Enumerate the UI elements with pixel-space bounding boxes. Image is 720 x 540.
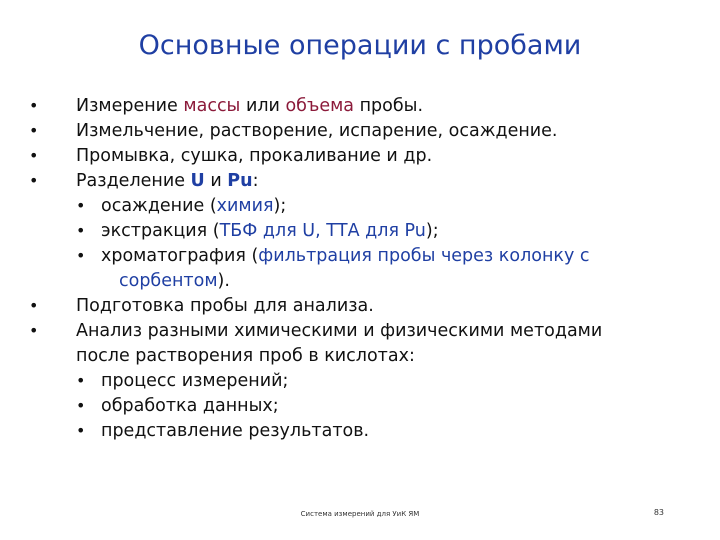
item-text: осаждение ( <box>101 196 217 216</box>
bullet-marker: • <box>29 171 39 190</box>
item-text: ); <box>425 221 439 241</box>
sub-list-item: обработка данных; <box>101 396 279 416</box>
list-item <box>76 169 258 193</box>
list-item: Промывка, сушка, прокаливание и др. <box>76 146 433 166</box>
bullet-marker: • <box>29 321 39 340</box>
highlight-uranium: U <box>190 171 205 191</box>
highlight-mass: массы <box>183 96 241 116</box>
item-text: экстракция ( <box>101 221 220 241</box>
sub-bullet-marker: • <box>76 196 86 215</box>
sub-bullet-marker: • <box>76 421 86 440</box>
sub-list-item <box>101 244 590 268</box>
item-text: хроматография ( <box>101 246 259 266</box>
item-text: : <box>252 171 259 191</box>
sub-bullet-marker: • <box>76 396 86 415</box>
list-item: Анализ разными химическими и физическими методами <box>76 321 603 341</box>
item-text: ); <box>273 196 287 216</box>
bullet-marker: • <box>29 146 39 165</box>
item-text: и <box>204 171 228 191</box>
highlight-sorbent: сорбентом <box>119 271 218 291</box>
sub-list-item-continuation <box>119 269 230 293</box>
sub-bullet-marker: • <box>76 246 86 265</box>
sub-list-item: процесс измерений; <box>101 371 289 391</box>
highlight-plutonium: Pu <box>227 171 253 191</box>
slide-title: Основные операции с пробами <box>138 30 582 61</box>
sub-bullet-marker: • <box>76 221 86 240</box>
highlight-chemistry: химия <box>216 196 274 216</box>
list-item: Измельчение, растворение, испарение, осаждение. <box>76 121 558 141</box>
list-item-continuation: после растворения проб в кислотах: <box>76 346 415 366</box>
sub-list-item <box>101 219 439 243</box>
item-text: или <box>240 96 286 116</box>
page-number: 83 <box>653 508 664 517</box>
bullet-marker: • <box>29 96 39 115</box>
sub-list-item: представление результатов. <box>101 421 370 441</box>
highlight-filtration: фильтрация пробы через колонку с <box>258 246 590 266</box>
bullet-marker: • <box>29 121 39 140</box>
highlight-volume: объема <box>285 96 355 116</box>
item-text: Разделение <box>76 171 191 191</box>
list-item <box>76 94 423 118</box>
sub-bullet-marker: • <box>76 371 86 390</box>
slide-footer: Система измерений для УиК ЯМ <box>300 510 420 518</box>
list-item: Подготовка пробы для анализа. <box>76 296 374 316</box>
highlight-extractants: ТБФ для U, ТТА для Pu <box>219 221 426 241</box>
bullet-marker: • <box>29 296 39 315</box>
item-text: Измерение <box>76 96 184 116</box>
item-text: ). <box>217 271 230 291</box>
sub-list-item <box>101 194 286 218</box>
item-text: пробы. <box>354 96 424 116</box>
